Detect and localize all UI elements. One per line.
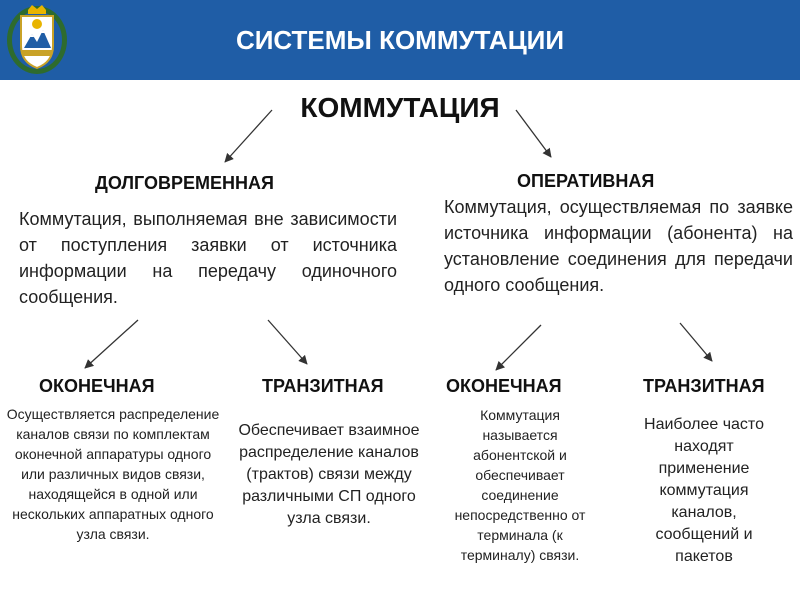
transit-heading-left: ТРАНЗИТНАЯ (262, 376, 384, 396)
header-bar (0, 0, 800, 80)
transit-description-right: Наиболее часто находят применение коммутация каналов, сообщений и пакетов (644, 416, 764, 565)
arrow-to-terminal-left (85, 320, 138, 368)
transit-heading-right: ТРАНЗИТНАЯ (643, 376, 765, 396)
arrow-to-transit-left (268, 320, 307, 364)
terminal-heading-right: ОКОНЕЧНАЯ (446, 376, 562, 396)
header-title: СИСТЕМЫ КОММУТАЦИИ (235, 25, 565, 55)
terminal-heading-left: ОКОНЕЧНАЯ (39, 376, 155, 396)
arrow-to-terminal-right (496, 325, 541, 370)
terminal-description-right: Коммутация называется абонентской и обеспечивает соединение непосредственно от терминала (к терминалу) связи. (454, 407, 586, 563)
main-title: КОММУТАЦИЯ (300, 92, 500, 123)
terminal-description-left: Осуществляется распределение каналов связи по комплектам оконечной аппаратуры одного или различных видов связи, находящейся в одной или нескольких аппаратных одного узла связи. (6, 406, 220, 542)
operative-heading: ОПЕРАТИВНАЯ (517, 171, 655, 191)
operative-description: Коммутация, осуществляемая по заявке источника информации (абонента) на установление соединения для передачи одного сообщения. (444, 197, 793, 295)
long-term-heading: ДОЛГОВРЕМЕННАЯ (95, 173, 274, 193)
long-term-description: Коммутация, выполняемая вне зависимости от поступления заявки от источника информации на передачу одиночного сообщения. (19, 209, 397, 307)
transit-description-left: Обеспечивает взаимное распределение каналов (трактов) связи между различными СП одного узла связи. (238, 422, 420, 527)
arrow-to-transit-right (680, 323, 712, 361)
